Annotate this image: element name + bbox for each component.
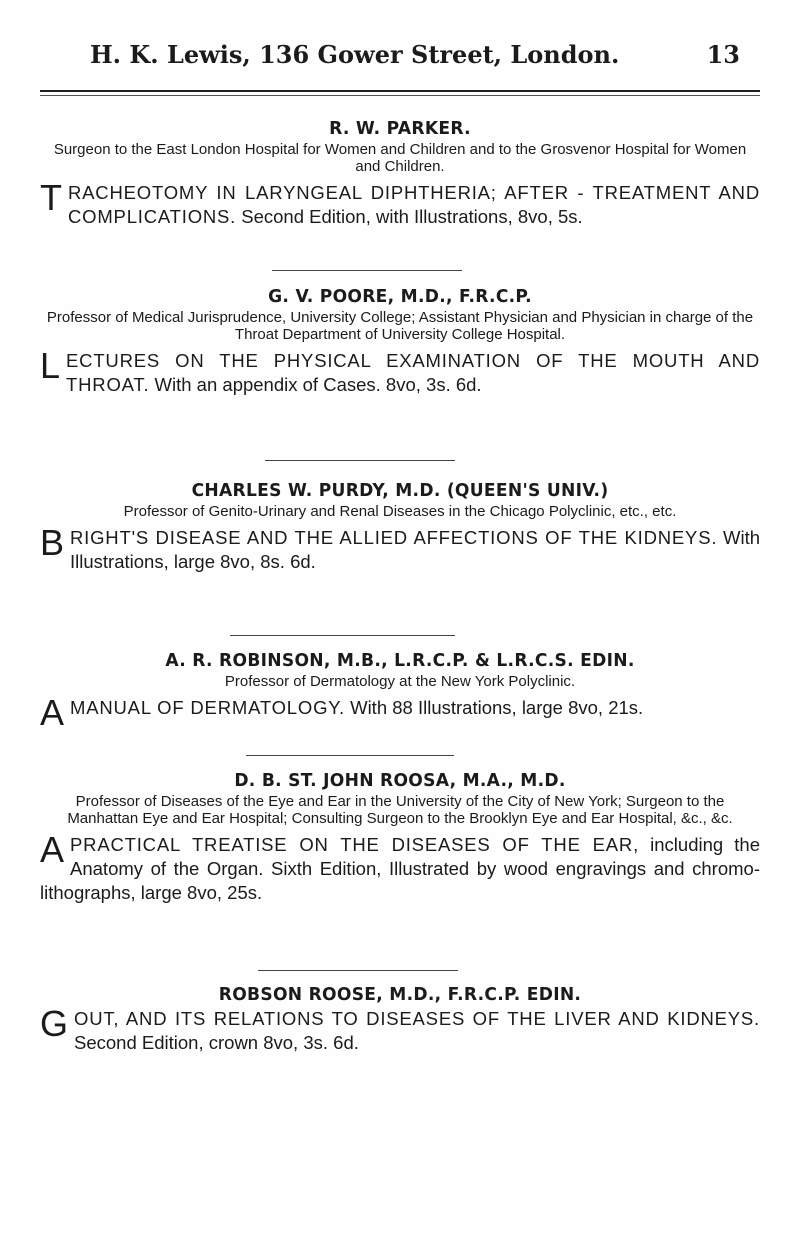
book-description <box>40 692 760 733</box>
author-name: ROBSON ROOSE, M.D., F.R.C.P. EDIN. <box>218 984 582 1005</box>
book-title: OUT, AND ITS RELATIONS TO DISEASES OF THE LIVER AND KIDNEYS. <box>74 1008 760 1029</box>
header-rule <box>40 90 760 92</box>
author-name: G. V. POORE, M.D., F.R.C.P. <box>268 286 532 307</box>
drop-cap: T <box>40 177 62 218</box>
section-separator <box>230 635 455 636</box>
book-title: ECTURES ON THE PHYSICAL EXAMINATION OF THE MOUTH AND THROAT. <box>66 350 760 395</box>
drop-cap: G <box>40 1003 69 1044</box>
section-separator <box>272 270 462 271</box>
running-header <box>40 40 760 76</box>
page-number: 13 <box>706 40 740 69</box>
book-title: PRACTICAL TREATISE ON THE DISEASES OF THE EAR, <box>70 834 640 855</box>
author-name: A. R. ROBINSON, M.B., L.R.C.P. & L.R.C.S. EDIN. <box>165 650 635 671</box>
author-affiliation: Professor of Dermatology at the New York Polyclinic. <box>224 673 576 690</box>
drop-cap: A <box>40 829 65 870</box>
section-separator <box>265 460 455 461</box>
entry-parker <box>40 118 760 229</box>
section-separator <box>246 755 454 756</box>
section-separator <box>258 970 458 971</box>
book-description <box>40 177 760 229</box>
author-name: R. W. PARKER. <box>329 118 471 139</box>
book-details: Second Edition, crown 8vo, 3s. 6d. <box>74 1032 359 1053</box>
drop-cap: A <box>40 692 65 733</box>
book-details: With an appendix of Cases. 8vo, 3s. 6d. <box>154 374 482 395</box>
drop-cap: B <box>40 522 65 563</box>
author-affiliation: Professor of Diseases of the Eye and Ear in the University of the City of New York; Surgeon to the Manhattan Eye and Ear Hospital; Consulting Surgeon to the Brooklyn Eye and Ear Hospital, &c., &c. <box>67 793 733 827</box>
drop-cap: L <box>40 345 61 386</box>
book-description <box>40 522 760 574</box>
book-title: RACHEOTOMY IN LARYNGEAL DIPHTHERIA; AFTER - TREATMENT AND COMPLICATIONS. <box>68 182 760 227</box>
book-description <box>40 345 760 397</box>
author-name: CHARLES W. PURDY, M.D. (QUEEN'S UNIV.) <box>191 480 609 501</box>
book-details: Second Edition, with Illustrations, 8vo, 5s. <box>241 206 583 227</box>
book-details: including the Anatomy of the Organ. Sixth Edition, Illustrated by wood engravings and chromo-lithographs, large 8vo, 25s. <box>40 834 760 903</box>
entry-roose <box>40 984 760 1055</box>
book-details: With Illustrations, large 8vo, 8s. 6d. <box>70 527 760 572</box>
book-description <box>40 1003 760 1055</box>
entry-poore <box>40 286 760 397</box>
entry-roosa <box>40 770 760 905</box>
book-description <box>40 829 760 905</box>
author-name: D. B. ST. JOHN ROOSA, M.A., M.D. <box>234 770 566 791</box>
entry-robinson <box>40 650 760 733</box>
author-affiliation: Professor of Medical Jurisprudence, University College; Assistant Physician and Physician in charge of the Throat Department of University College Hospital. <box>46 309 754 343</box>
entry-purdy <box>40 480 760 574</box>
author-affiliation: Professor of Genito-Urinary and Renal Diseases in the Chicago Polyclinic, etc., etc. <box>123 503 677 520</box>
book-title: MANUAL OF DERMATOLOGY. <box>70 697 345 718</box>
header-title: H. K. Lewis, 136 Gower Street, London. <box>90 40 620 69</box>
header-rule-thin <box>40 95 760 96</box>
book-title: RIGHT'S DISEASE AND THE ALLIED AFFECTIONS OF THE KIDNEYS. <box>70 527 718 548</box>
author-affiliation: Surgeon to the East London Hospital for Women and Children and to the Grosvenor Hospital for Women and Children. <box>53 141 747 175</box>
book-details: With 88 Illustrations, large 8vo, 21s. <box>350 697 644 718</box>
